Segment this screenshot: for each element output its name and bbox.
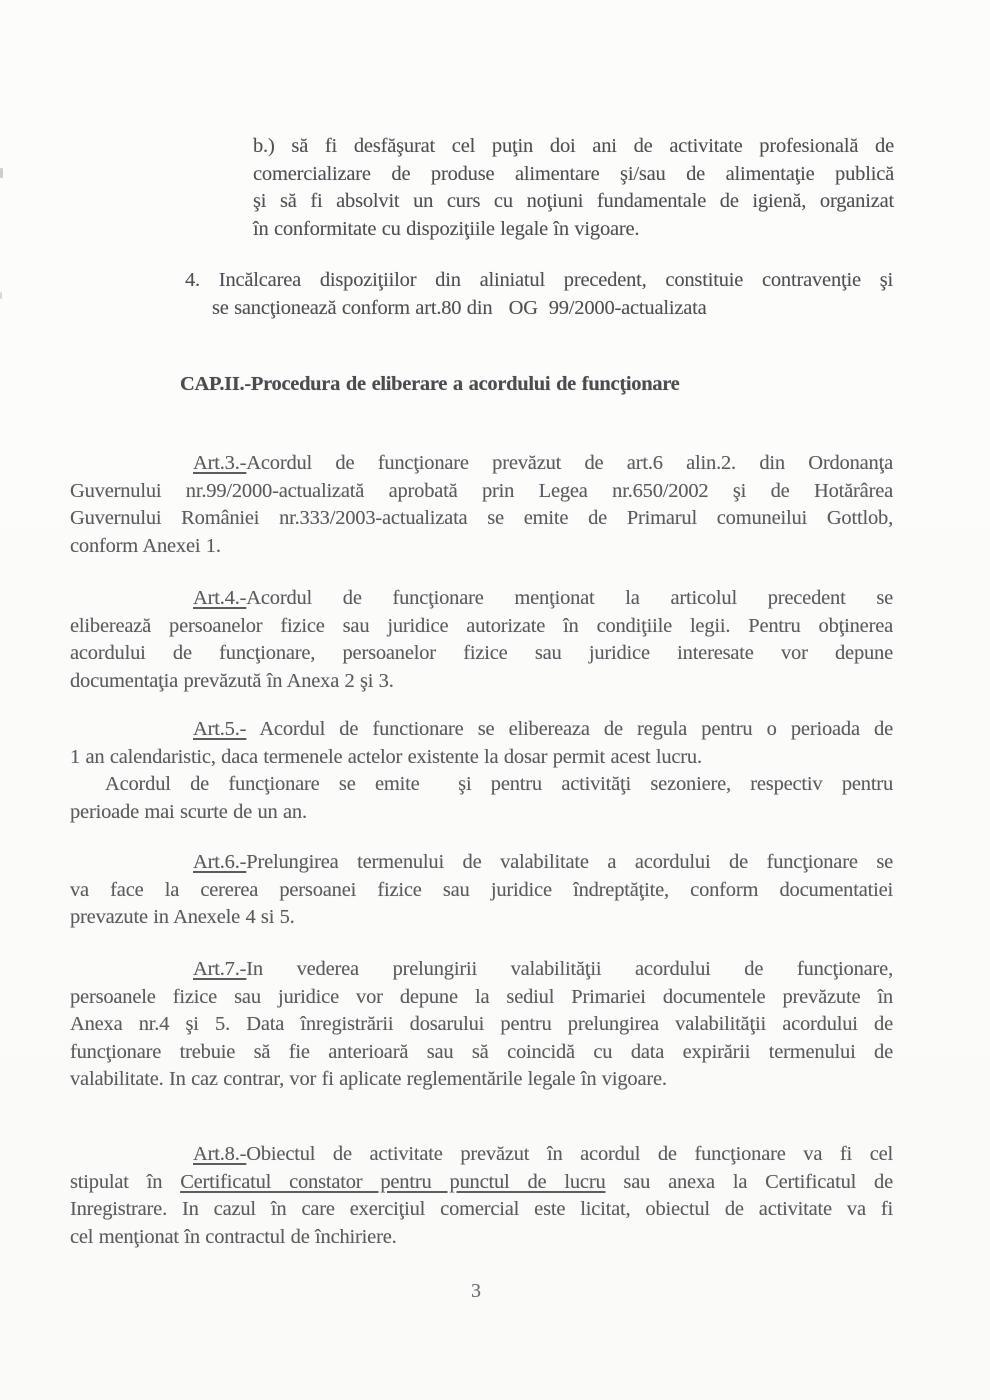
text-line: prevazute in Anexele 4 si 5. [70, 906, 295, 928]
text-line: Anexa nr.4 şi 5. Data înregistrării dosarului pentru prelungirea valabilităţii acordului de [70, 1013, 893, 1035]
article-8-label: Art.8.- [193, 1143, 247, 1165]
underlined-phrase: Certificatul constator pentru punctul de lucru [180, 1170, 606, 1193]
article-8 [70, 1141, 893, 1251]
article-6-label: Art.6.- [193, 851, 247, 873]
text-line: valabilitate. In caz contrar, vor fi aplicate reglementările legale în vigoare. [70, 1068, 667, 1090]
article-6 [70, 849, 893, 932]
text-line: va face la cererea persoanei fizice sau juridice îndreptăţite, conform documentatiei [70, 878, 893, 901]
text-segment: stipulat în [70, 1170, 181, 1193]
text-line: b.) să fi desfăşurat cel puţin doi ani de activitate profesională de [253, 135, 894, 157]
text-line: persoanele fizice sau juridice vor depune la sediul Primariei documentele prevăzute în [70, 985, 893, 1008]
text-line: perioade mai scurte de un an. [70, 800, 307, 823]
article-5 [70, 716, 893, 826]
text-line: Inregistrare. In cazul în care exerciţiul comercial este licitat, obiectul de activitate va fi [70, 1198, 893, 1220]
scan-edge-artifact [0, 168, 3, 178]
text-line [70, 849, 893, 877]
article-3 [70, 450, 893, 560]
clause-4 [185, 267, 893, 322]
text-segment: Prelungirea termenului de valabilitate a acordului de funcţionare se [246, 851, 893, 873]
text-line [70, 585, 893, 613]
text-segment: Acordul de funcţionare menţionat la articolul precedent se [246, 587, 893, 609]
text-line: Guvernului României nr.333/2003-actualizata se emite de Primarul comuneilui Gottlob, [70, 507, 893, 529]
text-line: acordului de funcţionare, persoanelor fizice sau juridice interesate vor depune [70, 642, 893, 664]
scan-edge-artifact [0, 292, 2, 299]
chapter-heading: CAP.II.-Procedura de eliberare a acordului de funcţionare [180, 373, 680, 395]
text-line: eliberează persoanelor fizice sau juridice autorizate în condiţiile legii. Pentru obţinerea [70, 614, 893, 637]
article-4-label: Art.4.- [193, 587, 247, 609]
text-line: şi să fi absolvit un curs cu noţiuni fundamentale de igienă, organizat [253, 190, 894, 212]
article-5-label: Art.5.- [193, 718, 247, 740]
text-line: comercializare de produse alimentare şi/sau de alimentaţie publică [253, 162, 894, 185]
page-number: 3 [471, 1280, 481, 1302]
article-4 [70, 585, 893, 695]
article-7-label: Art.7.- [193, 958, 247, 980]
text-line: funcţionare trebuie să fie anterioară sau să coincidă cu data expirării termenului de [70, 1040, 893, 1063]
text-line: 4. Incălcarea dispoziţiilor din aliniatul precedent, constituie contravenţie şi [185, 269, 893, 291]
text-segment: In vederea prelungirii valabilităţii acordului de funcţionare, [246, 958, 893, 980]
text-line: Guvernului nr.99/2000-actualizată aprobată prin Legea nr.650/2002 şi de Hotărârea [70, 479, 893, 502]
text-line [70, 956, 893, 984]
text-line: se sancţionează conform art.80 din OG 99/2000-actualizata [212, 296, 707, 319]
text-segment: Obiectul de activitate prevăzut în acordul de funcţionare va fi cel [246, 1143, 893, 1165]
text-line [70, 1169, 893, 1197]
text-line: conform Anexei 1. [70, 534, 221, 557]
text-line: 1 an calendaristic, daca termenele actelor existente la dosar permit acest lucru. [70, 745, 702, 768]
text-line: documentaţia prevăzută în Anexa 2 şi 3. [70, 669, 394, 692]
text-line: în conformitate cu dispoziţiile legale în vigoare. [253, 217, 640, 240]
text-segment: sau anexa la Certificatul de [605, 1170, 893, 1193]
article-3-label: Art.3.- [193, 452, 247, 474]
text-line: Acordul de funcţionare se emite şi pentru activităţi sezoniere, respectiv pentru [105, 773, 893, 795]
text-line [70, 1141, 893, 1169]
text-line [70, 716, 893, 744]
text-line [70, 450, 893, 478]
text-segment: Acordul de funcţionare prevăzut de art.6 alin.2. din Ordonanţa [246, 452, 893, 474]
text-segment: Acordul de functionare se elibereaza de regula pentru o perioada de [246, 718, 893, 740]
list-item-b [253, 133, 894, 243]
text-line: cel menţionat în contractul de închiriere. [70, 1225, 397, 1248]
article-7 [70, 956, 893, 1094]
